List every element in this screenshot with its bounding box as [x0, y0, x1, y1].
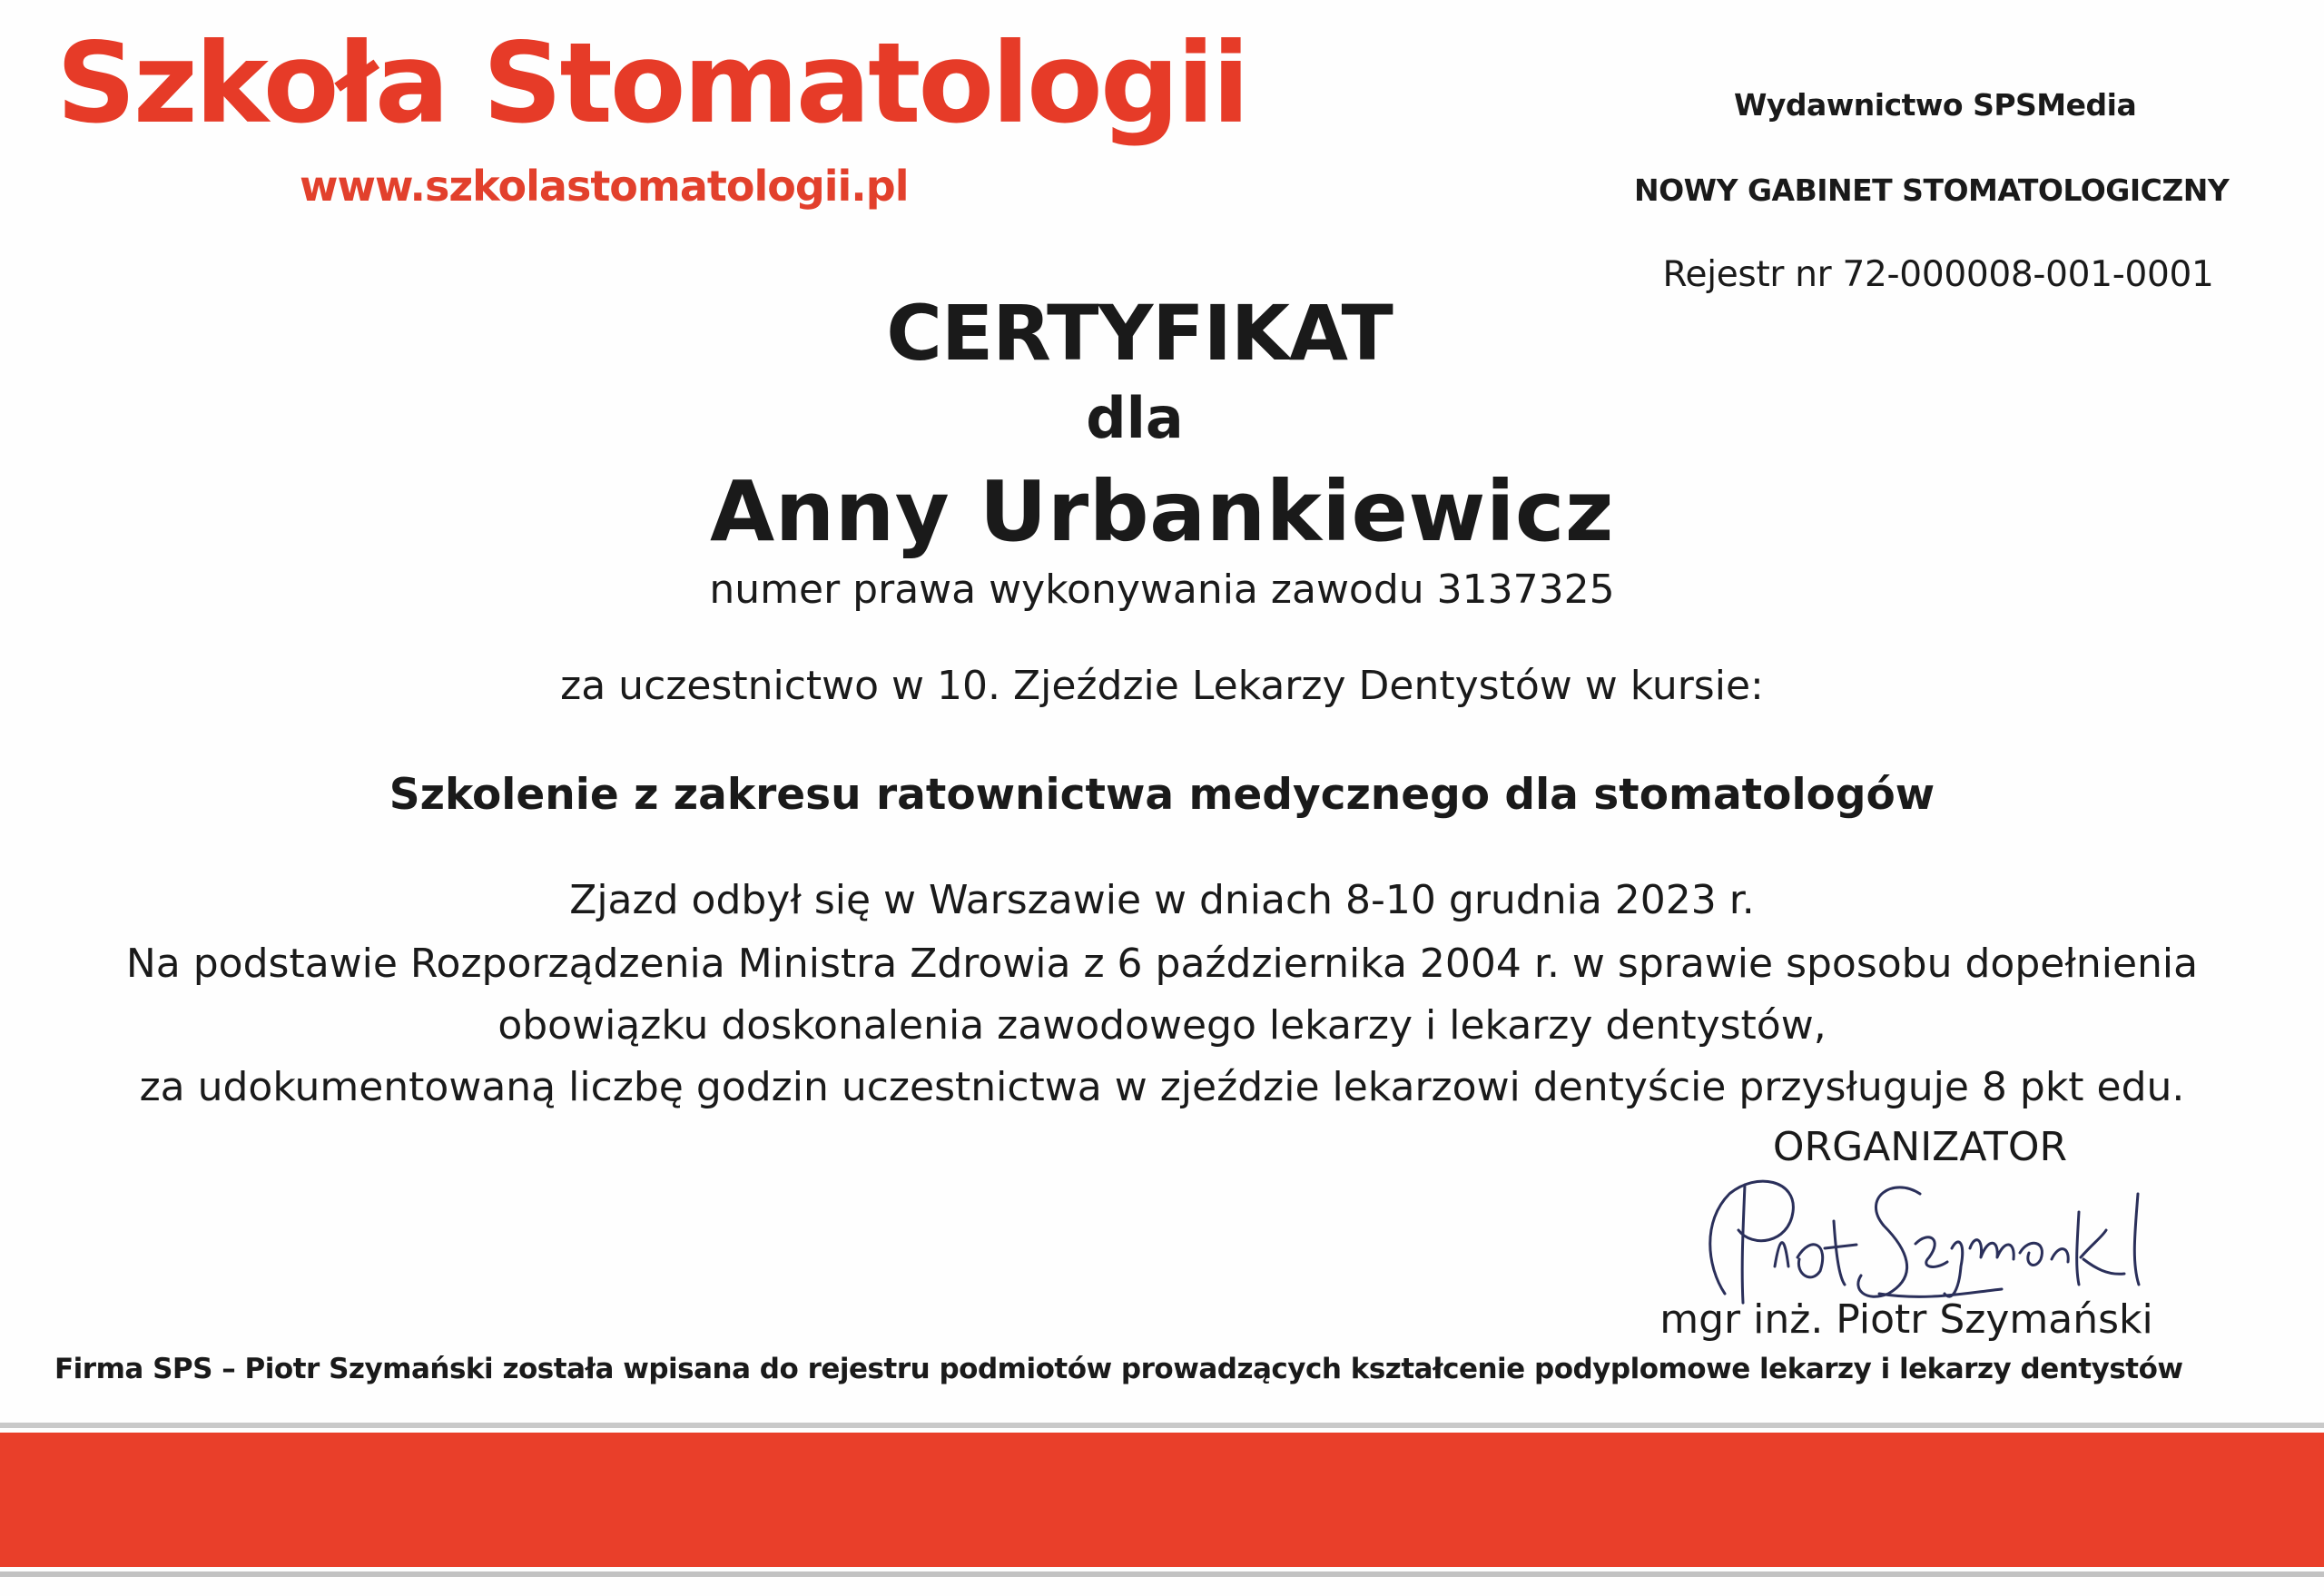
footer-divider-top	[0, 1423, 2324, 1428]
certificate-for-label: dla	[1086, 385, 1184, 451]
brand-url: www.szkolastomatologii.pl	[300, 162, 909, 211]
body-text-line: za udokumentowaną liczbę godzin uczestnictwa w zjeździe lekarzowi dentyście przysługuje 8 pkt edu.	[139, 1064, 2185, 1110]
body-text-line: obowiązku doskonalenia zawodowego lekarzy i lekarzy dentystów,	[497, 1002, 1827, 1049]
participation-line: za uczestnictwo w 10. Zjeździe Lekarzy Dentystów w kursie:	[560, 663, 1764, 709]
registry-number: Rejestr nr 72-000008-001-0001	[1662, 254, 2214, 295]
body-text-line: Na podstawie Rozporządzenia Ministra Zdrowia z 6 października 2004 r. w sprawie sposobu dopełnienia	[125, 941, 2199, 987]
license-number-line: numer prawa wykonywania zawodu 3137325	[709, 566, 1615, 613]
magazine-title: NOWY GABINET STOMATOLOGICZNY	[1634, 172, 2230, 208]
body-text-line: Zjazd odbył się w Warszawie w dniach 8-10 grudnia 2023 r.	[569, 877, 1755, 923]
signer-name: mgr inż. Piotr Szymański	[1659, 1296, 2153, 1343]
course-title: Szkolenie z zakresu ratownictwa medycznego dla stomatologów	[389, 770, 1935, 820]
certificate-heading: CERTYFIKAT	[886, 289, 1393, 378]
footer-note: Firma SPS – Piotr Szymański została wpisana do rejestru podmiotów prowadzących kształcenie podyplomowe lekarzy i lekarzy dentystów	[54, 1353, 2183, 1385]
footer-divider-bottom	[0, 1571, 2324, 1577]
publisher-name: Wydawnictwo SPSMedia	[1734, 87, 2137, 123]
footer-red-band	[0, 1433, 2324, 1567]
organizer-label: ORGANIZATOR	[1772, 1124, 2068, 1170]
brand-logo-title: Szkoła Stomatologii	[56, 19, 1247, 148]
recipient-name: Anny Urbankiewicz	[710, 463, 1614, 560]
